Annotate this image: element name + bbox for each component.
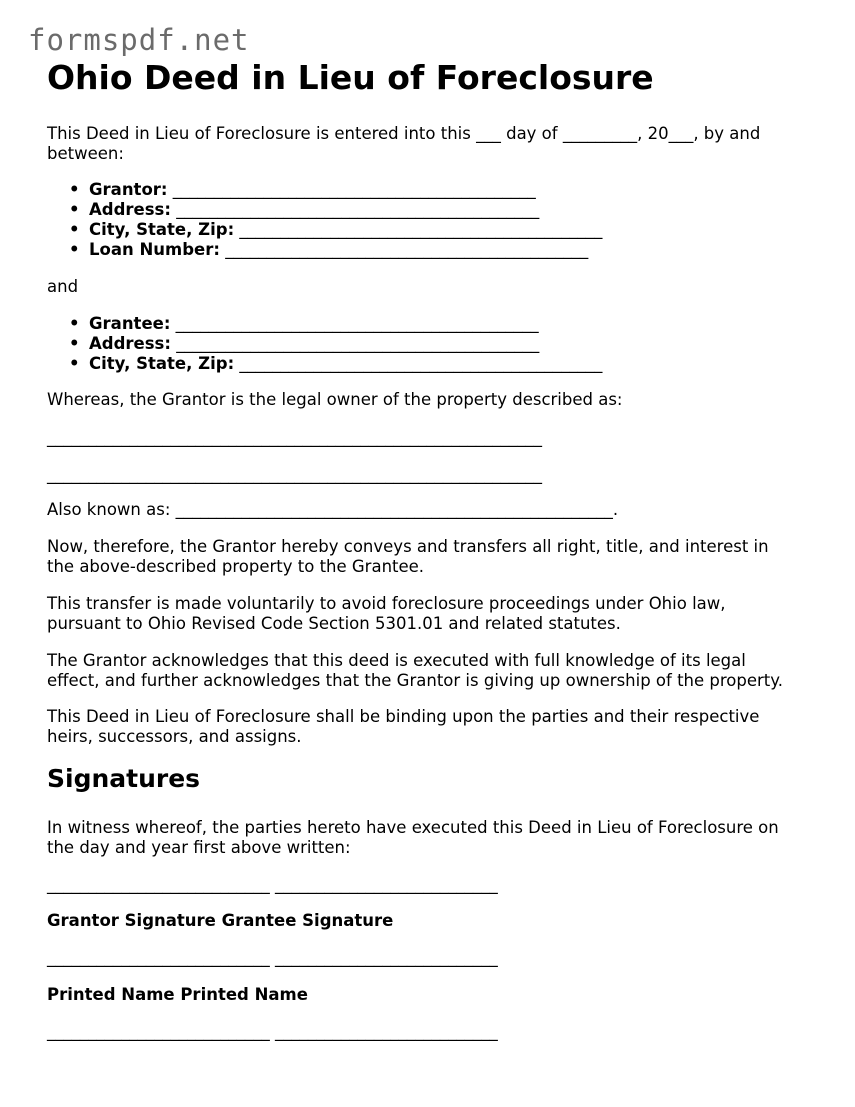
binding-line-2: heirs, successors, and assigns. bbox=[47, 727, 302, 746]
intro-line-2: between: bbox=[47, 144, 124, 163]
signature-line-row-2: ___________________________ ___________________________ bbox=[47, 948, 498, 967]
grantee-city-state-zip-field: • City, State, Zip: ____________________________________________ bbox=[47, 354, 602, 374]
conveyance-line-2: the above-described property to the Grantee. bbox=[47, 557, 425, 576]
conveyance-line-1: Now, therefore, the Grantor hereby conveys and transfers all right, title, and interest in bbox=[47, 537, 769, 556]
property-description-line-2: ____________________________________________________________ bbox=[47, 465, 542, 484]
signature-labels: Grantor Signature Grantee Signature bbox=[47, 911, 394, 930]
signature-line-row-3: ___________________________ ___________________________ bbox=[47, 1022, 498, 1041]
grantor-city-state-zip-field: • City, State, Zip: ____________________________________________ bbox=[47, 220, 602, 240]
whereas-clause: Whereas, the Grantor is the legal owner of the property described as: bbox=[47, 390, 623, 409]
printed-name-labels: Printed Name Printed Name bbox=[47, 985, 308, 1004]
intro-line-1: This Deed in Lieu of Foreclosure is entered into this ___ day of _________, 20___, by and bbox=[47, 124, 761, 143]
grantor-field-list bbox=[47, 180, 602, 260]
grantor-name-field: • Grantor: ____________________________________________ bbox=[47, 180, 602, 200]
document-title: Ohio Deed in Lieu of Foreclosure bbox=[47, 58, 654, 97]
property-description-line-1: ____________________________________________________________ bbox=[47, 428, 542, 447]
grantee-name-field: • Grantee: ____________________________________________ bbox=[47, 314, 602, 334]
and-text: and bbox=[47, 277, 79, 296]
also-known-as-line: Also known as: _____________________________________________________. bbox=[47, 500, 619, 519]
watermark-logo: formspdf.net bbox=[28, 23, 250, 57]
acknowledgment-line-2: effect, and further acknowledges that the Grantor is giving up ownership of the property. bbox=[47, 671, 783, 690]
grantor-address-field: • Address: ____________________________________________ bbox=[47, 200, 602, 220]
grantee-field-list bbox=[47, 314, 602, 374]
voluntary-line-2: pursuant to Ohio Revised Code Section 5301.01 and related statutes. bbox=[47, 614, 621, 633]
signatures-heading: Signatures bbox=[47, 764, 201, 793]
binding-line-1: This Deed in Lieu of Foreclosure shall be binding upon the parties and their respective bbox=[47, 707, 760, 726]
witness-line-1: In witness whereof, the parties hereto have executed this Deed in Lieu of Foreclosure on bbox=[47, 818, 779, 837]
loan-number-field: • Loan Number: ____________________________________________ bbox=[47, 240, 602, 260]
voluntary-line-1: This transfer is made voluntarily to avoid foreclosure proceedings under Ohio law, bbox=[47, 594, 726, 613]
witness-line-2: the day and year first above written: bbox=[47, 838, 351, 857]
signature-line-row-1: ___________________________ ___________________________ bbox=[47, 875, 498, 894]
acknowledgment-line-1: The Grantor acknowledges that this deed is executed with full knowledge of its legal bbox=[47, 651, 746, 670]
grantee-address-field: • Address: ____________________________________________ bbox=[47, 334, 602, 354]
